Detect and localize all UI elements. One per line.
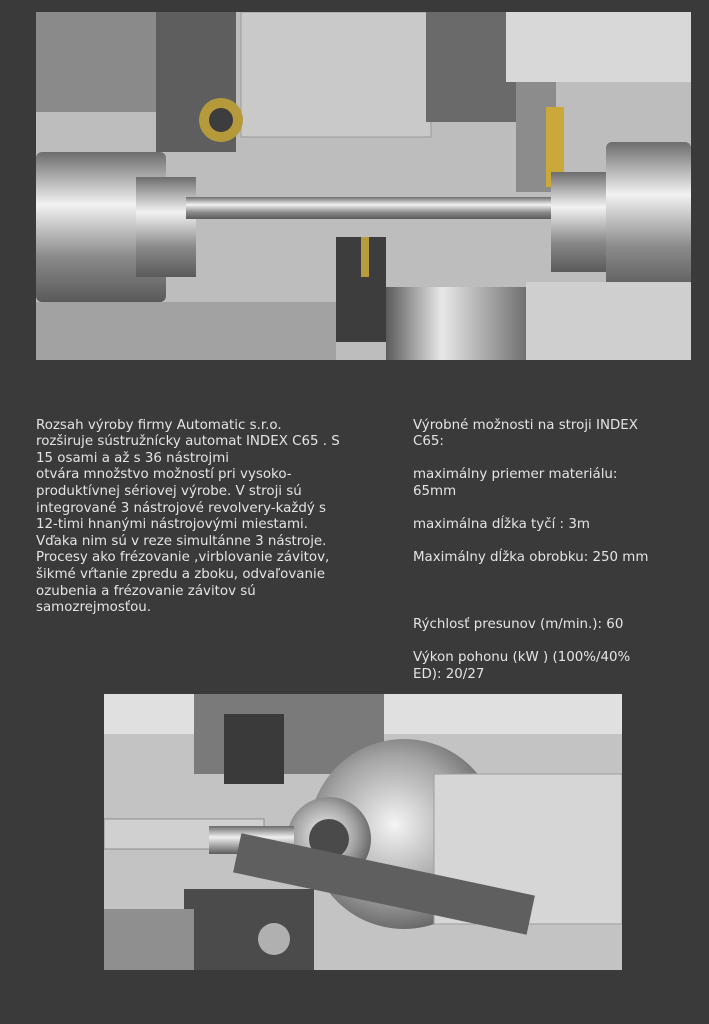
- spec-max-bar-length: maximálna dĺžka tyčí : 3m: [413, 517, 590, 533]
- capabilities-heading: Výrobné možnosti na stroji INDEX C65:: [413, 417, 638, 450]
- spec-max-material-diameter: maximálny priemer materiálu: 65mm: [413, 467, 618, 499]
- description-text: Rozsah výroby firmy Automatic s.r.o. rozširuje sústružnícky automat INDEX C65 . S 15 osami a až s 36 nástrojmi otvára množstvo možností pri vysoko- produktívnej sériovej výrobe. V stroji sú integrované 3 nástrojové revolvery-každý s 12-timi hnanými nástrojovými miestami. Vďaka nim sú v reze simultánne 3 nástroje. Procesy ako frézovanie ,virblovanie závitov, šikmé vŕtanie zpredu a zboku, odvaľovanie ozubenia a frézovanie závitov sú samozrejmosťou.: [36, 417, 340, 616]
- machine-photo-top: [36, 12, 691, 360]
- spec-traverse-speed: Rýchlosť presunov (m/min.): 60: [413, 616, 624, 632]
- production-range-description: [36, 401, 376, 633]
- machine-photo-bottom: [104, 694, 622, 970]
- spec-max-workpiece-length: Maximálny dĺžka obrobku: 250 mm: [413, 550, 649, 566]
- spec-drive-power: Výkon pohonu (kW ) (100%/40% ED): 20/27: [413, 649, 631, 682]
